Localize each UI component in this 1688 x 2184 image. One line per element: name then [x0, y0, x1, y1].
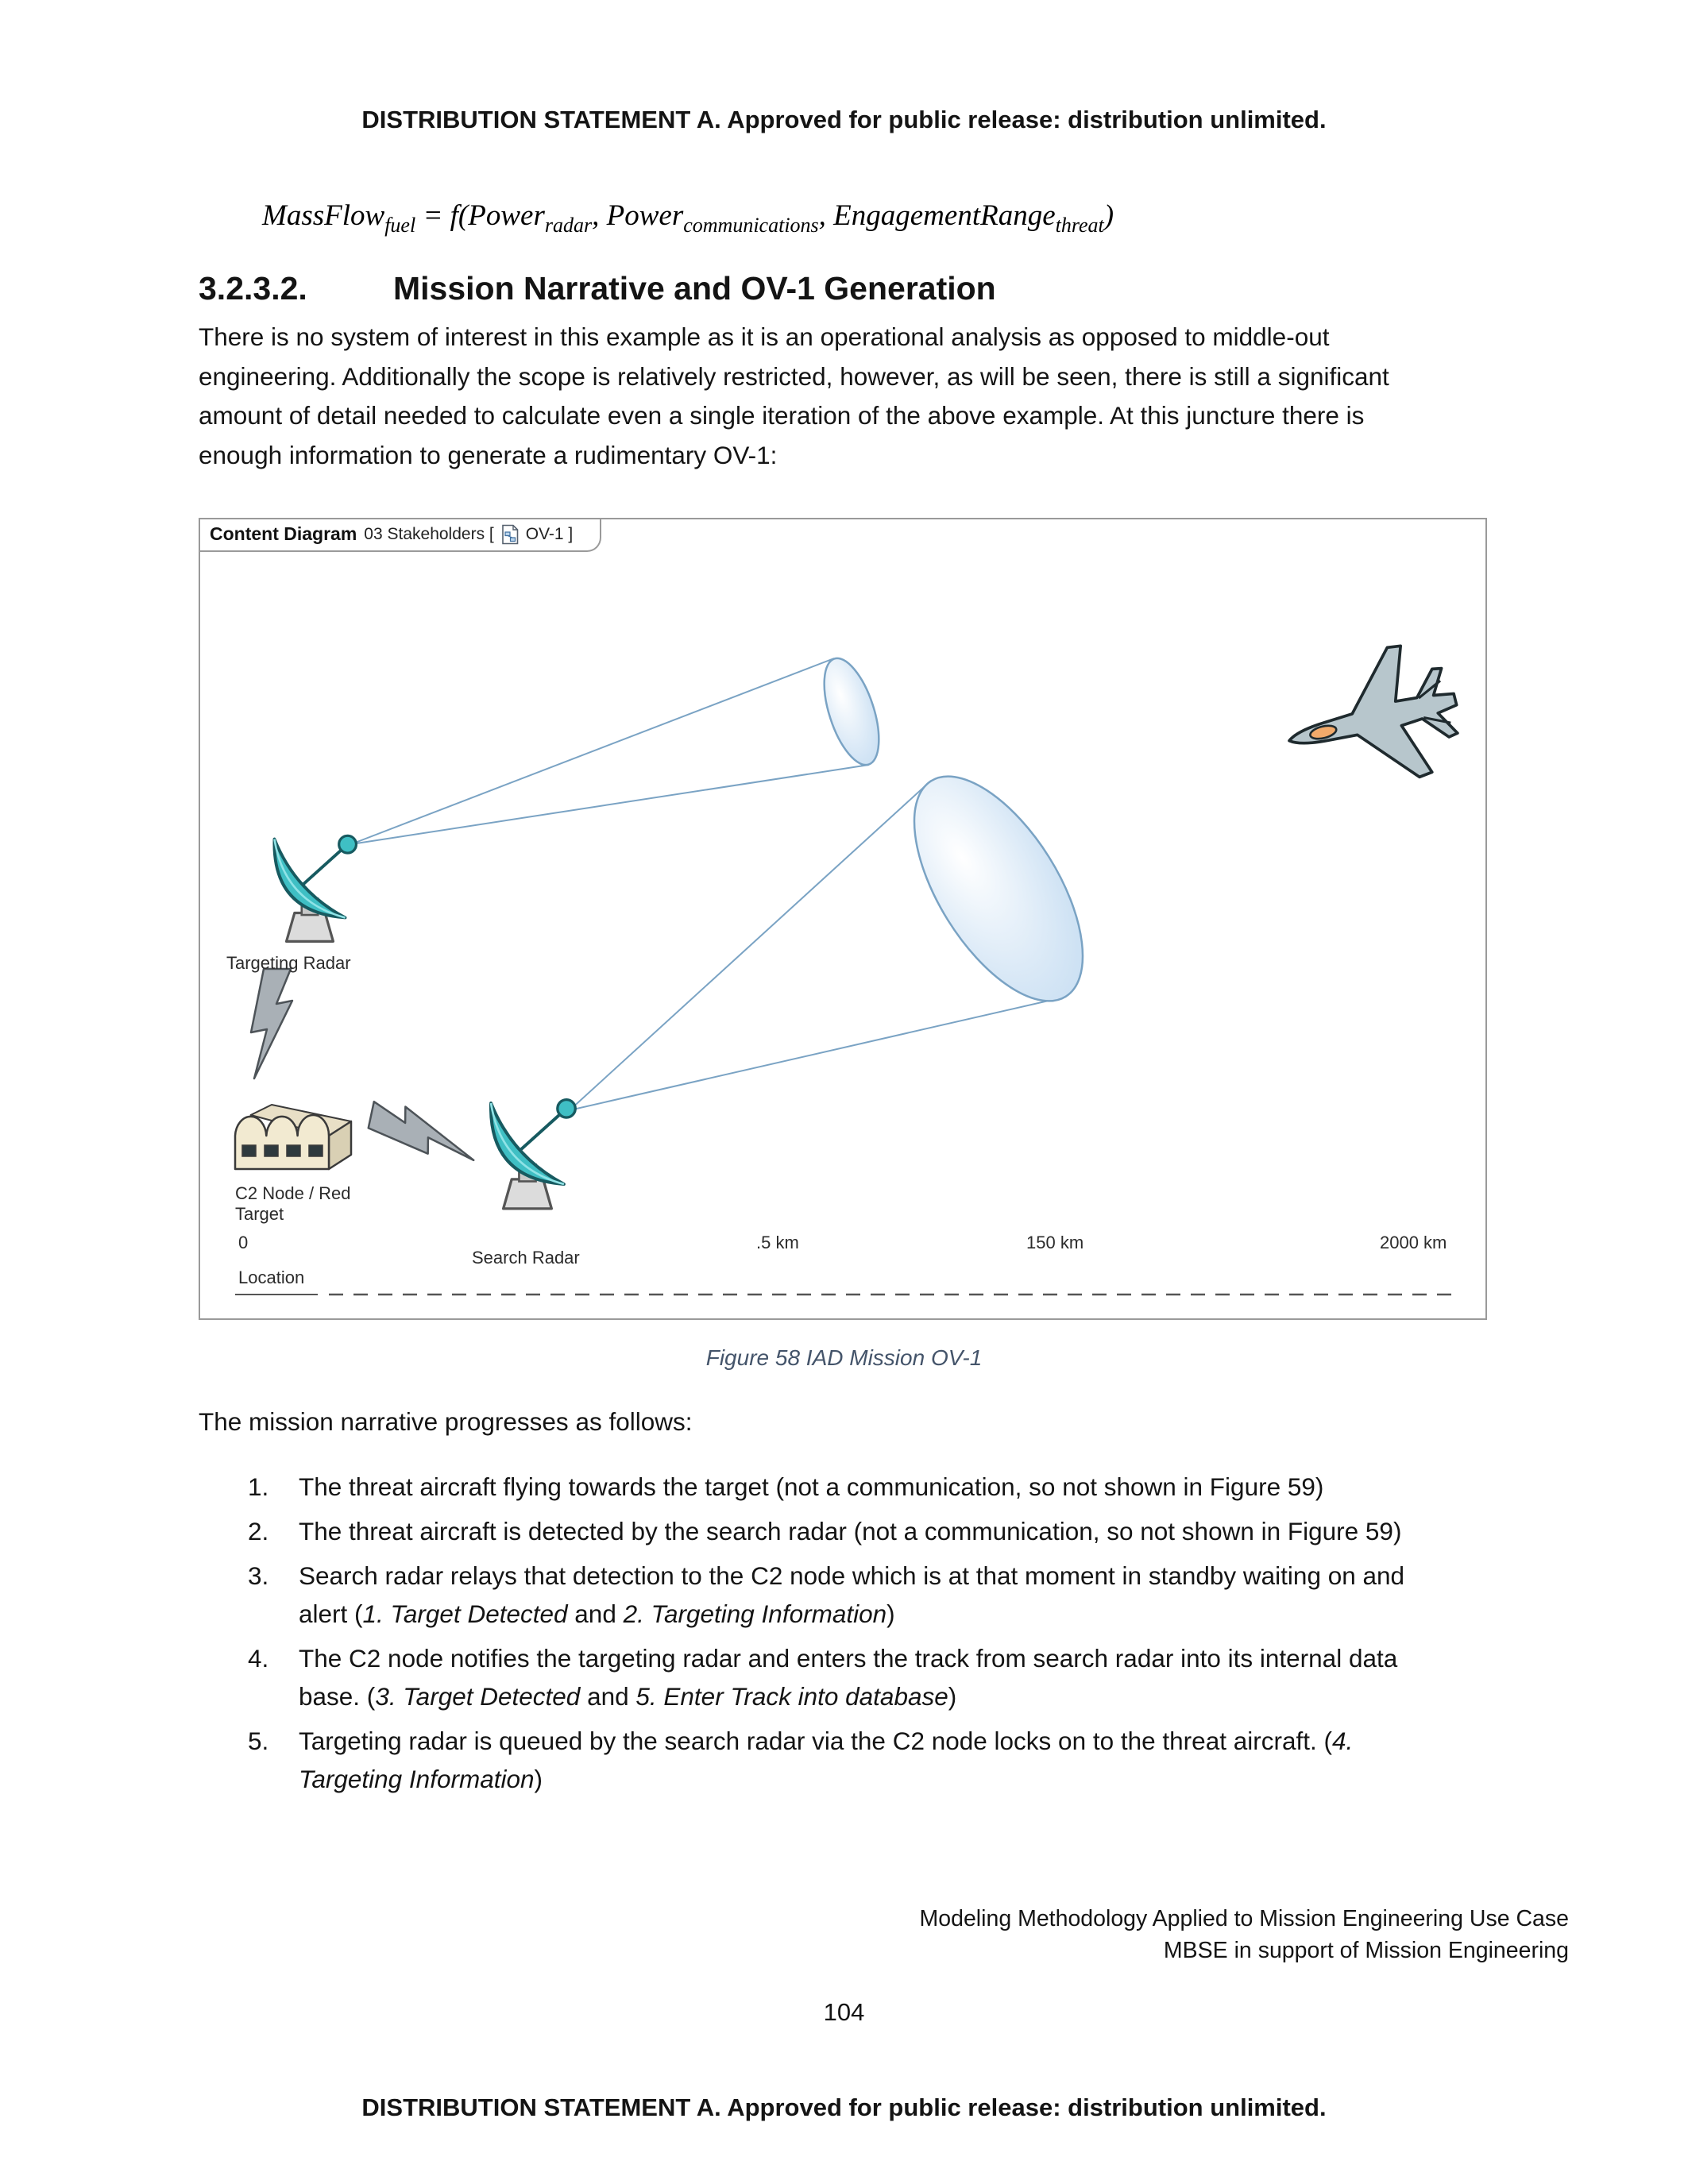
axis-tick-2000km: 2000 km: [1380, 1233, 1447, 1252]
mission-narrative-list: [248, 1468, 1463, 1804]
section-number: 3.2.3.2.: [199, 270, 307, 307]
list-item-number: 2.: [248, 1517, 269, 1545]
equation-close-paren: ): [1103, 199, 1114, 232]
list-item-segment: The threat aircraft is detected by the search radar (not a communication, so not shown in Figure 59): [299, 1517, 1402, 1545]
beam-ellipse: [813, 652, 890, 771]
axis-tick-half-km: .5 km: [756, 1233, 799, 1252]
equation-subscript: radar: [544, 214, 593, 237]
footer-line1: Modeling Methodology Applied to Mission Engineering Use Case: [919, 1906, 1569, 1931]
list-item: [248, 1512, 1463, 1550]
list-item: [248, 1722, 1463, 1798]
equation-separator: ,: [592, 199, 607, 232]
threat-aircraft-icon: [1273, 635, 1471, 805]
list-item-segment: The C2 node notifies the targeting radar and enters the track from search radar into its internal data base. (: [299, 1644, 1398, 1711]
list-item-text: [299, 1557, 1447, 1633]
list-item: [248, 1557, 1463, 1633]
axis-location-label: Location: [238, 1268, 305, 1287]
list-item-number: 1.: [248, 1472, 269, 1501]
equation-subscript: communications: [683, 214, 819, 237]
axis-tick-150km: 150 km: [1026, 1233, 1084, 1252]
equation-term: Power: [606, 199, 684, 232]
footer-line2: MBSE in support of Mission Engineering: [1163, 1938, 1569, 1963]
list-item: [248, 1639, 1463, 1715]
list-item: [248, 1468, 1463, 1506]
equation-term: Power: [468, 199, 545, 232]
list-item-italic-segment: 2. Targeting Information: [623, 1599, 887, 1628]
distribution-statement-footer: DISTRIBUTION STATEMENT A. Approved for public release: distribution unlimited.: [361, 2093, 1327, 2121]
list-item-number: 4.: [248, 1644, 269, 1673]
targeting-radar-dish-icon: [256, 799, 390, 941]
mass-flow-equation: [262, 199, 1114, 237]
list-item-text: [299, 1512, 1401, 1550]
list-item-number: 5.: [248, 1727, 269, 1755]
search-radar-dish-icon: [472, 1062, 610, 1209]
running-footer: [920, 1903, 1569, 1966]
targeting-radar-label: Targeting Radar: [226, 953, 351, 973]
diagram-kind-label: Content Diagram: [210, 523, 357, 544]
narrative-intro: The mission narrative progresses as follows:: [199, 1407, 693, 1436]
list-item-segment: Search radar relays that detection to the C2 node which is at that moment in standby waiting on and alert (: [299, 1561, 1405, 1628]
c2-node-label-line1: C2 Node / Red: [235, 1183, 351, 1203]
diagram-file-icon: [501, 524, 519, 545]
targeting-radar-beam-cone: [351, 652, 890, 844]
body-paragraph: There is no system of interest in this example as it is an operational analysis as opposed to middle-out engineering. Additionally the scope is relatively restricted, however, as will be seen, there is still a significant amount of detail needed to calculate even a single iteration of the above example. At this juncture there is enough information to generate a rudimentary OV-1:: [199, 322, 1389, 469]
page-number: 104: [823, 1998, 865, 2026]
list-item-segment: ): [948, 1682, 957, 1711]
search-radar-beam-cone: [570, 750, 1116, 1110]
c2-node-building-icon: [235, 1105, 351, 1169]
list-item-segment: ): [886, 1599, 895, 1628]
equation-operator: = f(: [415, 199, 469, 232]
beam-ellipse: [881, 750, 1117, 1028]
c2-node-label-line2: Target: [235, 1204, 284, 1224]
list-item-text: [299, 1468, 1323, 1506]
diagram-frame-tab: [200, 519, 601, 552]
distribution-statement-header: DISTRIBUTION STATEMENT A. Approved for public release: distribution unlimited.: [361, 106, 1327, 133]
ov1-diagram: [200, 519, 1485, 1318]
section-heading: [199, 270, 996, 307]
equation-term: MassFlow: [262, 199, 385, 232]
list-item-italic-segment: 3. Target Detected: [375, 1682, 581, 1711]
list-item-text: [299, 1639, 1447, 1715]
equation-subscript: fuel: [384, 214, 416, 237]
figure-caption: Figure 58 IAD Mission OV-1: [705, 1345, 983, 1370]
list-item-segment: and: [567, 1599, 624, 1628]
lightning-bolt-icon: [251, 969, 292, 1078]
list-item-text: [299, 1722, 1447, 1798]
list-item-segment: and: [580, 1682, 636, 1711]
diagram-suffix-label: OV-1 ]: [525, 524, 574, 543]
list-item-italic-segment: 4. Targeting Information: [299, 1727, 1354, 1793]
equation-term: EngagementRange: [833, 199, 1056, 232]
list-item-segment: Targeting radar is queued by the search radar via the C2 node locks on to the threat aircraft. (: [299, 1727, 1332, 1755]
section-title: Mission Narrative and OV-1 Generation: [393, 270, 996, 307]
figure-58-frame: [199, 518, 1487, 1320]
search-radar-label: Search Radar: [472, 1248, 580, 1268]
list-item-italic-segment: 5. Enter Track into database: [635, 1682, 948, 1711]
list-item-number: 3.: [248, 1561, 269, 1590]
list-item-segment: ): [534, 1765, 543, 1793]
axis-tick-0: 0: [238, 1233, 249, 1252]
list-item-italic-segment: 1. Target Detected: [362, 1599, 568, 1628]
lightning-bolt-icon: [365, 1100, 481, 1163]
diagram-name-label: 03 Stakeholders [: [364, 524, 494, 543]
list-item-segment: The threat aircraft flying towards the target (not a communication, so not shown in Figure 59): [299, 1472, 1324, 1501]
equation-separator: ,: [818, 199, 834, 232]
equation-subscript: threat: [1055, 214, 1104, 237]
